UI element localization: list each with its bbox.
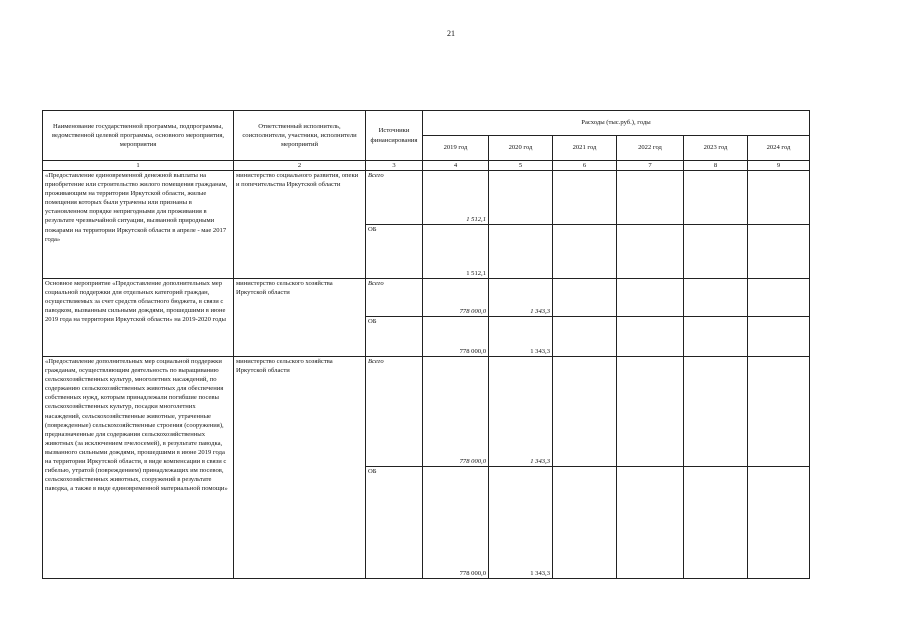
budget-table: [42, 110, 810, 579]
column-number: 4: [423, 161, 489, 171]
value-cell: [684, 279, 748, 317]
value-cell: 778 000,0: [423, 467, 489, 579]
header-year: 2020 год: [489, 136, 553, 161]
value-cell: [553, 357, 617, 467]
value-cell: 1 343,3: [489, 279, 553, 317]
value-cell: 1 343,3: [489, 467, 553, 579]
activity-executor: министерство социального развития, опеки и попечительства Иркутской области: [234, 171, 366, 279]
source-total: Всего: [366, 279, 423, 317]
column-number: 1: [43, 161, 234, 171]
header-row-1: [43, 111, 810, 136]
header-source: Источники финансирования: [366, 111, 423, 161]
activity-executor: министерство сельского хозяйства Иркутской области: [234, 279, 366, 357]
value-cell: 1 343,3: [489, 317, 553, 357]
header-executor: Ответственный исполнитель, соисполнители, участники, исполнители мероприятий: [234, 111, 366, 161]
activity-name: «Предоставление единовременной денежной выплаты на приобретение или строительство жилого помещения гражданам, проживающим на территории Иркутской области, жилые помещения которых были утрачены или признаны в установленном порядке непригодными для проживания в результате чрезвычайной ситуации, вызванной природными пожарами на территории Иркутской области в апреле - мае 2017 года»: [43, 171, 234, 279]
source-ob: ОБ: [366, 225, 423, 279]
header-year: 2019 год: [423, 136, 489, 161]
activity-executor: министерство сельского хозяйства Иркутской области: [234, 357, 366, 579]
column-number: 9: [748, 161, 810, 171]
header-name: Наименование государственной программы, подпрограммы, ведомственной целевой программы, основного мероприятия, мероприятия: [43, 111, 234, 161]
column-number: 7: [617, 161, 684, 171]
value-cell: [617, 171, 684, 225]
value-cell: 1 343,3: [489, 357, 553, 467]
value-cell: 1 512,1: [423, 225, 489, 279]
value-cell: [748, 225, 810, 279]
value-cell: [617, 467, 684, 579]
table-row: [43, 171, 810, 225]
header-year: 2024 год: [748, 136, 810, 161]
column-number-row: [43, 161, 810, 171]
value-cell: [553, 279, 617, 317]
value-cell: 778 000,0: [423, 279, 489, 317]
value-cell: [617, 357, 684, 467]
value-cell: [748, 467, 810, 579]
value-cell: [684, 225, 748, 279]
page-number: 21: [447, 29, 455, 38]
value-cell: [748, 279, 810, 317]
column-number: 2: [234, 161, 366, 171]
table-row: [43, 279, 810, 317]
value-cell: [748, 317, 810, 357]
column-number: 8: [684, 161, 748, 171]
table-row: [43, 357, 810, 467]
value-cell: [684, 171, 748, 225]
header-year: 2021 год: [553, 136, 617, 161]
value-cell: [489, 225, 553, 279]
source-total: Всего: [366, 357, 423, 467]
activity-name: Основное мероприятие «Предоставление дополнительных мер социальной поддержки для отдельных категорий граждан, осуществляемых за счет средств областного бюджета, в связи с паводком, вызванным сильными дождями, прошедшими в июне 2019 года на территории Иркутской области» на 2019-2020 годы: [43, 279, 234, 357]
source-ob: ОБ: [366, 467, 423, 579]
value-cell: [489, 171, 553, 225]
header-year: 2023 год: [684, 136, 748, 161]
header-expenses: Расходы (тыс.руб.), годы: [423, 111, 810, 136]
value-cell: 1 512,1: [423, 171, 489, 225]
value-cell: [617, 317, 684, 357]
source-ob: ОБ: [366, 317, 423, 357]
value-cell: 778 000,0: [423, 357, 489, 467]
value-cell: [553, 225, 617, 279]
column-number: 5: [489, 161, 553, 171]
value-cell: [684, 467, 748, 579]
value-cell: [748, 171, 810, 225]
value-cell: [748, 357, 810, 467]
value-cell: [553, 467, 617, 579]
value-cell: 778 000,0: [423, 317, 489, 357]
value-cell: [617, 279, 684, 317]
header-year: 2022 год: [617, 136, 684, 161]
value-cell: [553, 317, 617, 357]
value-cell: [617, 225, 684, 279]
value-cell: [553, 171, 617, 225]
value-cell: [684, 357, 748, 467]
source-total: Всего: [366, 171, 423, 225]
column-number: 6: [553, 161, 617, 171]
activity-name: «Предоставление дополнительных мер социальной поддержки гражданам, осуществляющим деятельность по выращиванию сельскохозяйственных культур, многолетних насаждений, по содержанию сельскохозяйственных животных для обеспечения собственных нужд, которым принадлежали погибшие посевы сельскохозяйственных культур, посадки многолетних насаждений, сельскохозяйственные животные, утраченные (поврежденные) сельскохозяйственные строения (сооружения), предназначенные для содержания сельскохозяйственных животных (за исключением пчелосемей), в результате паводка, вызванного сильными дождями, прошедшими в июне 2019 года на территории Иркутской области, в виде компенсации в связи с гибелью, утратой (повреждением) принадлежащих им посевов, сельскохозяйственных животных, сооружений в результате паводка, а также в виде единовременной материальной помощи»: [43, 357, 234, 579]
value-cell: [684, 317, 748, 357]
column-number: 3: [366, 161, 423, 171]
